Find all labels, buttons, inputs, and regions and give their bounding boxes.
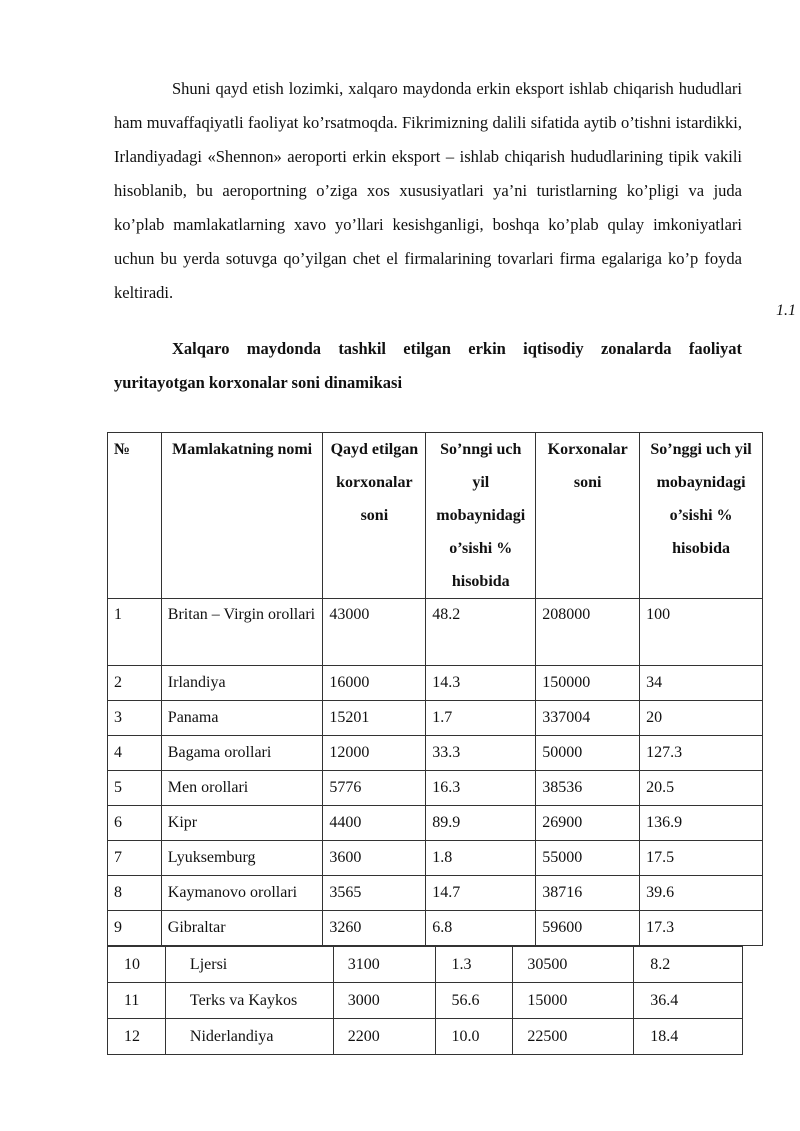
table-cell: 150000: [536, 666, 640, 701]
table-cell: 2200: [333, 1019, 435, 1055]
table-cell: 12000: [323, 736, 426, 771]
table-cell: 100: [640, 599, 763, 666]
header-enterprises: Korxonalar soni: [536, 433, 640, 599]
table-cell: 1.7: [426, 701, 536, 736]
header-growth-1: So’nngi uch yil mobaynidagi o’sishi % hisobida: [426, 433, 536, 599]
table-cell: Bagama orollari: [161, 736, 323, 771]
table-cell: 56.6: [435, 983, 513, 1019]
table-cell: 17.3: [640, 911, 763, 946]
table-row: [108, 983, 743, 1019]
table-cell: 20.5: [640, 771, 763, 806]
table-cell: 22500: [513, 1019, 634, 1055]
table-cell: 10.0: [435, 1019, 513, 1055]
table-row: [108, 876, 763, 911]
table-cell: Irlandiya: [161, 666, 323, 701]
body-paragraph: Shuni qayd etish lozimki, xalqaro maydonda erkin eksport ishlab chiqarish hududlari ham muvaffaqiyatli faoliyat ko’rsatmoqda. Fikrimizning dalili sifatida aytib o’tishni istardikki, Irlandiyadagi «Shennon» aeroporti erkin eksport – ishlab chiqarish hududlarining tipik vakili hisoblanib, bu aeroportning o’ziga xos xususiyatlari ya’ni turistlarning ko’pligi va juda ko’plab mamlakatlarning xavo yo’llari kesishganligi, boshqa ko’plab qulay imkoniyatlari uchun bu yerda sotuvga qo’yilgan chet el firmalarining tovarlari firma egalariga ko’p foyda keltiradi.: [114, 79, 742, 302]
table-cell: 26900: [536, 806, 640, 841]
table-cell: 3100: [333, 947, 435, 983]
table-cell: 16.3: [426, 771, 536, 806]
table-cell: 6.8: [426, 911, 536, 946]
header-country: Mamlakatning nomi: [161, 433, 323, 599]
header-number: №: [108, 433, 162, 599]
table-cell: 1.8: [426, 841, 536, 876]
table-cell: 4: [108, 736, 162, 771]
header-growth-2: So’nggi uch yil mobaynidagi o’sishi % hisobida: [640, 433, 763, 599]
table-cell: Panama: [161, 701, 323, 736]
table-row: [108, 736, 763, 771]
table-cell: Niderlandiya: [165, 1019, 333, 1055]
table-row: [108, 599, 763, 666]
table-row: [108, 1019, 743, 1055]
table-cell: 36.4: [634, 983, 743, 1019]
table-row: [108, 947, 743, 983]
table-cell: 10: [108, 947, 166, 983]
table-cell: 89.9: [426, 806, 536, 841]
table-cell: 12: [108, 1019, 166, 1055]
table-cell: 20: [640, 701, 763, 736]
table-cell: 11: [108, 983, 166, 1019]
table-cell: 3260: [323, 911, 426, 946]
table-cell: 50000: [536, 736, 640, 771]
table-cell: 38536: [536, 771, 640, 806]
table-cell: 7: [108, 841, 162, 876]
table-cell: 34: [640, 666, 763, 701]
table-cell: 14.7: [426, 876, 536, 911]
header-registered: Qayd etilgan korxonalar soni: [323, 433, 426, 599]
table-row: [108, 806, 763, 841]
data-table: [107, 432, 763, 946]
table-cell: 208000: [536, 599, 640, 666]
table-cell: 5: [108, 771, 162, 806]
table-cell: 3600: [323, 841, 426, 876]
table-row: [108, 701, 763, 736]
table-cell: 43000: [323, 599, 426, 666]
table-cell: 9: [108, 911, 162, 946]
table-cell: 127.3: [640, 736, 763, 771]
table-cell: 8.2: [634, 947, 743, 983]
table-cell: 16000: [323, 666, 426, 701]
table-cell: 5776: [323, 771, 426, 806]
table-cell: 39.6: [640, 876, 763, 911]
table-row: [108, 666, 763, 701]
table-cell: Ljersi: [165, 947, 333, 983]
table-cell: 2: [108, 666, 162, 701]
table-cell: 337004: [536, 701, 640, 736]
table-cell: 30500: [513, 947, 634, 983]
table-cell: 48.2: [426, 599, 536, 666]
table-cell: 15201: [323, 701, 426, 736]
table-cell: 15000: [513, 983, 634, 1019]
table-header-row: [108, 433, 763, 599]
table-cell: 3565: [323, 876, 426, 911]
table-cell: 55000: [536, 841, 640, 876]
table-number: 1.1: [776, 302, 796, 319]
table-cell: Kipr: [161, 806, 323, 841]
table-cell: 1: [108, 599, 162, 666]
table-cell: Gibraltar: [161, 911, 323, 946]
table-cell: 18.4: [634, 1019, 743, 1055]
table-cell: 59600: [536, 911, 640, 946]
table-cell: Britan – Virgin orollari: [161, 599, 323, 666]
table-cell: 17.5: [640, 841, 763, 876]
table-cell: 3000: [333, 983, 435, 1019]
table-cell: Kaymanovo orollari: [161, 876, 323, 911]
table-row: [108, 911, 763, 946]
table-cell: 6: [108, 806, 162, 841]
data-table-continued: [107, 946, 743, 1055]
table-cell: 14.3: [426, 666, 536, 701]
table-cell: 4400: [323, 806, 426, 841]
table-cell: Men orollari: [161, 771, 323, 806]
table-caption: Xalqaro maydonda tashkil etilgan erkin iqtisodiy zonalarda faoliyat yuritayotgan korxonalar soni dinamikasi: [114, 339, 742, 392]
table-cell: 33.3: [426, 736, 536, 771]
table-row: [108, 771, 763, 806]
table-cell: 1.3: [435, 947, 513, 983]
table-cell: Terks va Kaykos: [165, 983, 333, 1019]
table-cell: 3: [108, 701, 162, 736]
table-cell: 38716: [536, 876, 640, 911]
table-cell: Lyuksemburg: [161, 841, 323, 876]
table-cell: 136.9: [640, 806, 763, 841]
table-row: [108, 841, 763, 876]
table-cell: 8: [108, 876, 162, 911]
